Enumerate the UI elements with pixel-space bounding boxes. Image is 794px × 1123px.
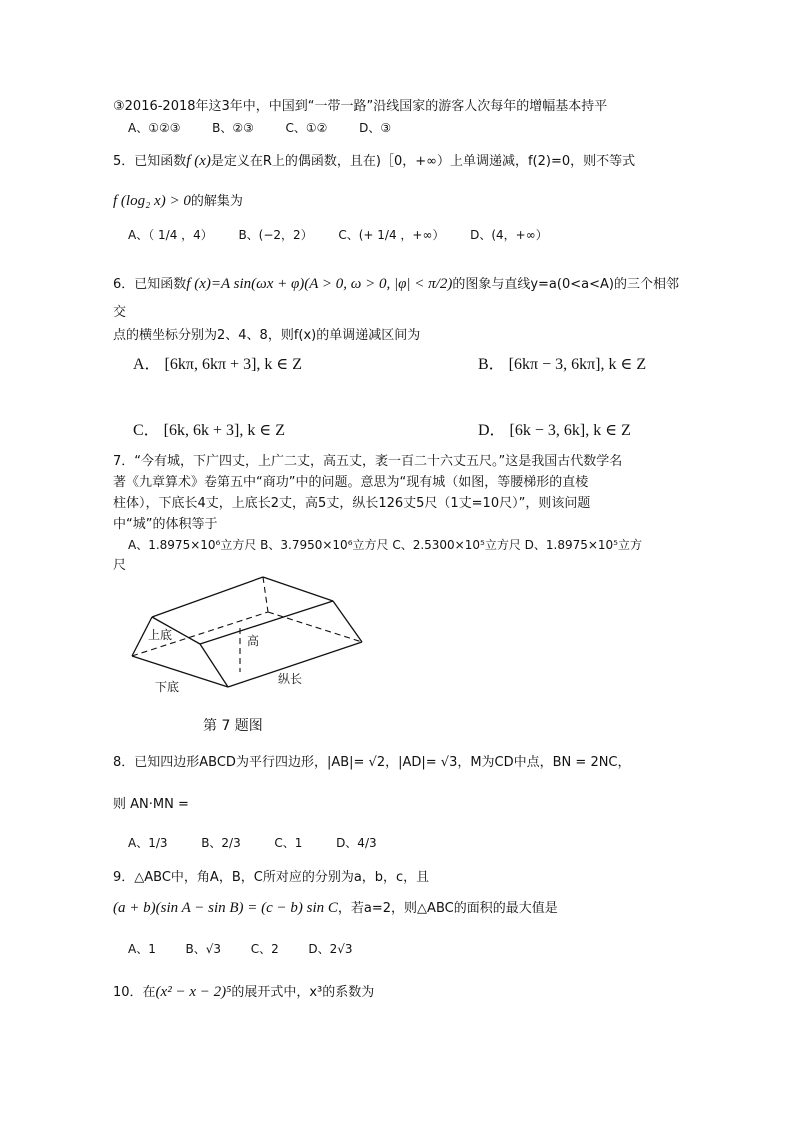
- q7-options-wrap: 尺: [113, 558, 127, 573]
- q10-expression: (x² − x − 2)⁵: [155, 984, 232, 1000]
- q6-formula: f (x)=A sin(ωx + φ)(A > 0, ω > 0, |φ| < π/2): [186, 276, 453, 292]
- q5-options: [128, 228, 548, 242]
- q7-line-1: 7．“今有城，下广四丈，上广二丈，高五丈，袤一百二十六丈五尺。”这是我国古代数学名: [113, 454, 623, 469]
- q8-options: [128, 836, 377, 850]
- q9-line-2: [113, 899, 558, 917]
- q7-line-3: 柱体），下底长4丈，上底长2丈，高5丈，纵长126丈5尺（1丈=10尺）”，则该问题: [113, 496, 591, 511]
- back-bottom-edge-hidden: [268, 612, 362, 642]
- q6-option-a: A． [6kπ, 6kπ + 3], k ∈ Z: [133, 356, 303, 373]
- q5-function: f (x): [186, 153, 211, 169]
- q5-inequality: f (log₂ x) > 0: [113, 193, 191, 209]
- q10-stem-rest: 的展开式中，x³的系数为: [231, 985, 375, 1000]
- q8-option-c: C、1: [274, 836, 303, 850]
- q9-option-d: D、2√3: [308, 942, 353, 956]
- top-left-long-edge: [152, 577, 263, 617]
- label-top-base: 上底: [148, 628, 173, 642]
- q8-option-d: D、4/3: [336, 836, 377, 850]
- q6-line-1: [113, 275, 679, 293]
- q5-stem-start: 5．已知函数: [113, 154, 187, 169]
- q6-line-3: 点的横坐标分别为2、4、8，则f(x)的单调递减区间为: [113, 328, 421, 343]
- q6-option-b: B． [6kπ − 3, 6kπ], k ∈ Z: [478, 356, 647, 373]
- q8-option-b: B、2/3: [201, 836, 241, 850]
- q7-line-4: 中“城”的体积等于: [113, 517, 218, 532]
- q10-stem-start: 10．在: [113, 985, 156, 1000]
- back-left-edge-hidden: [263, 577, 268, 612]
- q5-solution-set-text: 的解集为: [190, 194, 243, 209]
- q9-option-b: B、√3: [185, 942, 222, 956]
- q5-option-d: D、(4，+∞）: [470, 228, 548, 242]
- q7-figure-caption: 第 7 题图: [203, 718, 263, 734]
- q9-option-c: C、2: [250, 942, 279, 956]
- q9-question: ，若a=2，则△ABC的面积的最大值是: [337, 901, 558, 916]
- q6-stem-rest: 的图象与直线y=a(0<a<A)的三个相邻: [452, 277, 679, 292]
- label-bottom-base: 下底: [155, 680, 180, 694]
- q7-figure: [130, 572, 370, 697]
- q5-stem-rest: 是定义在R上的偶函数，且在)［0，+∞）上单调递减，f(2)=0，则不等式: [210, 154, 636, 169]
- back-top-edge: [263, 577, 333, 601]
- q6-option-c: C． [6k, 6k + 3], k ∈ Z: [133, 422, 285, 439]
- q5-option-a: A、（ 1/4 ，4）: [128, 228, 213, 242]
- label-length: 纵长: [278, 672, 303, 686]
- q9-option-a: A、1: [128, 942, 156, 956]
- q7-options: A、1.8975×10⁶立方尺 B、3.7950×10⁶立方尺 C、2.5300×10⁵立方尺 D、1.8975×10⁵立方: [128, 538, 642, 552]
- q10-line-1: [113, 983, 374, 1001]
- q4-options: [128, 121, 391, 135]
- front-bottom-edge: [132, 656, 228, 687]
- q4-item-3: ③2016-2018年这3年中，中国到“一带一路”沿线国家的游客人次每年的增幅基本持平: [113, 99, 608, 114]
- q9-line-1: 9．△ABC中，角A，B，C所对应的分别为a，b，c，且: [113, 870, 430, 885]
- q5-line-2: [113, 192, 243, 210]
- q8-line-1: 8．已知四边形ABCD为平行四边形，|AB|= √2，|AD|= √3，M为CD中点，BN = 2NC，: [113, 755, 631, 770]
- q9-equation: (a + b)(sin A − sin B) = (c − b) sin C: [113, 900, 338, 916]
- q4-option-b: B、②③: [212, 121, 254, 135]
- front-right-edge: [200, 644, 228, 687]
- q8-line-2: 则 AN·MN =: [113, 797, 189, 812]
- q6-line-2: 交: [113, 305, 127, 320]
- q9-options: [128, 942, 353, 956]
- q4-option-c: C、①②: [285, 121, 328, 135]
- q5-option-b: B、(−2，2）: [238, 228, 313, 242]
- q6-stem-start: 6．已知函数: [113, 277, 187, 292]
- q4-option-a: A、①②③: [128, 121, 181, 135]
- label-height: 高: [247, 634, 260, 648]
- q5-option-c: C、(+ 1/4 ，+∞）: [338, 228, 445, 242]
- q7-line-2: 著《九章算术》卷第五中“商功”中的问题。意思为“现有城（如图，等腰梯形的直棱: [113, 475, 589, 490]
- q4-option-d: D、③: [359, 121, 392, 135]
- back-right-edge: [333, 601, 362, 642]
- q5-line-1: [113, 152, 635, 170]
- top-right-long-edge: [200, 601, 333, 644]
- q6-option-d: D． [6k − 3, 6k], k ∈ Z: [478, 422, 631, 439]
- q8-option-a: A、1/3: [128, 836, 168, 850]
